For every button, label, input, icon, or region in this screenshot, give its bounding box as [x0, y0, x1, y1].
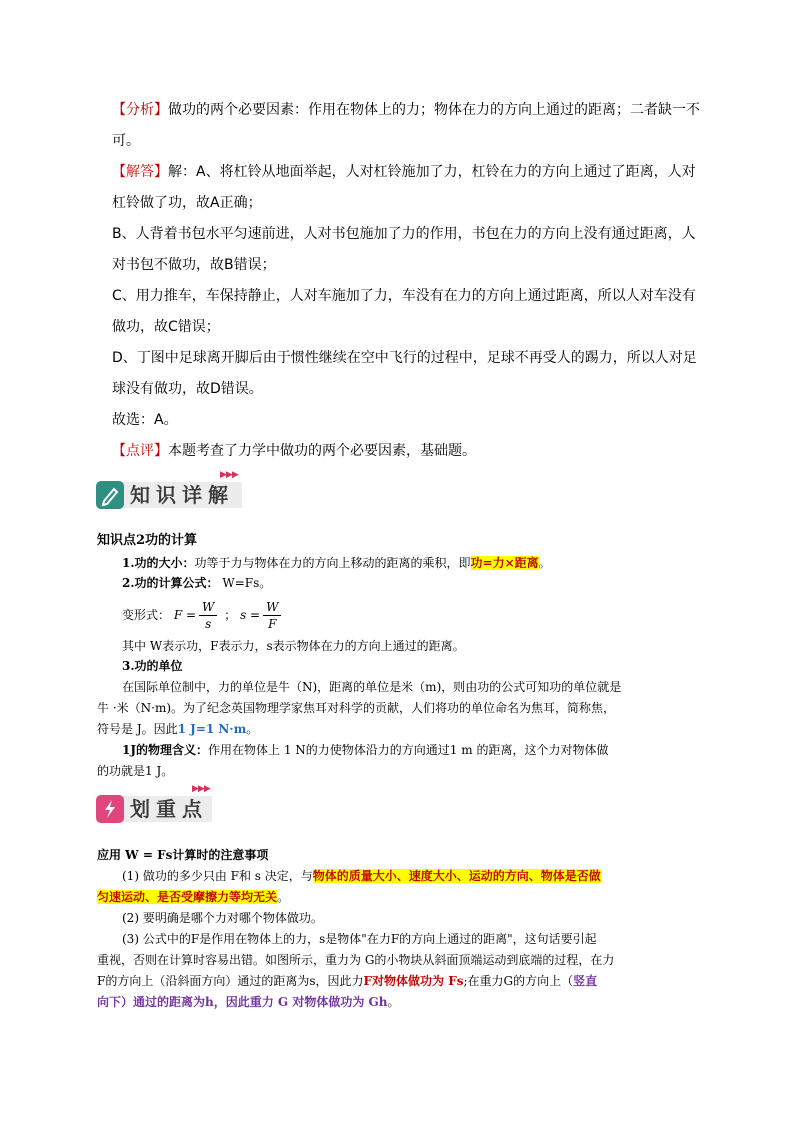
lightning-icon — [96, 795, 124, 823]
analysis-tag: 【分析】 — [112, 102, 168, 118]
unit-definition: 1 J=1 N·m — [177, 722, 247, 736]
knowledge-banner — [96, 470, 244, 516]
answer-line-1: 【解答】解：A、将杠铃从地面举起，人对杠铃施加了力，杠铃在力的方向上通过了距离，人对 — [112, 164, 696, 180]
comment-line: 【点评】本题考查了力学中做功的两个必要因素，基础题。 — [112, 443, 476, 459]
answer-tag: 【解答】 — [112, 164, 168, 180]
key-heading: 应用 W = Fs计算时的注意事项 — [97, 848, 269, 862]
knowledge-banner-title: 知识详解 — [130, 483, 234, 507]
knowledge-p3-line3: 符号是 J。因此1 J=1 N·m。 — [97, 722, 259, 736]
analysis-line-2: 可。 — [112, 133, 140, 149]
key-item-3-line3: F的方向上（沿斜面方向）通过的距离为s，因此力F对物体做功为 Fs;在重力G的方向上（竖直 — [97, 974, 598, 988]
answer-line-6: 做功，故C错误； — [112, 319, 220, 335]
fraction-w-over-f: $\frac{W}{F}$ — [263, 599, 281, 632]
answer-choice: 故选：A。 — [112, 412, 178, 428]
analysis-block — [112, 95, 702, 467]
key-item-3-line1: (3) 公式中的F是作用在物体上的力，s是物体"在力F的方向上通过的距离"，这句话要引起 — [122, 932, 597, 946]
answer-line-4: 对书包不做功，故B错误； — [112, 257, 276, 273]
key-banner-title: 划重点 — [130, 797, 208, 821]
knowledge-p4-line1: 1J的物理含义：作用在物体上 1 N的力使物体沿力的方向通过1 m 的距离，这个力对物体做 — [122, 743, 609, 757]
key-item-3-line4: 向下）通过的距离为h，因此重力 G 对物体做功为 Gh。 — [97, 995, 400, 1009]
variant-formulas: 变形式： F = $\frac{W}{s}$ ； s = $\frac{W}{F}$ — [122, 597, 284, 633]
arrows-icon: ▶▶▶ — [220, 470, 238, 480]
knowledge-p4-line2: 的功就是1 J。 — [97, 764, 174, 778]
highlight-irrelevant-factors: 物体的质量大小、速度大小、运动的方向、物体是否做 — [312, 869, 601, 883]
answer-line-3: B、人背着书包水平匀速前进，人对书包施加了力的作用，书包在力的方向上没有通过距离，人 — [112, 226, 696, 242]
arrows-icon: ▶▶▶ — [192, 784, 210, 794]
answer-line-2: 杠铃做了功，故A正确； — [112, 195, 262, 211]
force-work-fs: F对物体做功为 Fs — [363, 974, 464, 988]
knowledge-p3-label: 3.功的单位 — [122, 659, 183, 673]
key-item-1-line2: 匀速运动、是否受摩擦力等均无关。 — [97, 890, 290, 904]
gravity-work-gh: ）通过的距离为h，因此重力 G 对物体做功为 Gh — [121, 995, 388, 1009]
key-banner — [96, 784, 216, 830]
pencil-icon — [96, 481, 124, 509]
knowledge-p1: 1.功的大小：功等于力与物体在力的方向上移动的距离的乘积，即功=力×距离。 — [122, 556, 551, 570]
knowledge-p3-line2: 牛 ·米（N·m)。为了纪念英国物理学家焦耳对科学的贡献，人们将功的单位命名为焦耳，简称焦， — [97, 701, 616, 715]
comment-tag: 【点评】 — [112, 443, 168, 459]
answer-line-5: C、用力推车，车保持静止，人对车施加了力，车没有在力的方向上通过距离，所以人对车没有 — [112, 288, 696, 304]
knowledge-p3-line1: 在国际单位制中，力的单位是牛（N)，距离的单位是米（m)，则由功的公式可知功的单位就是 — [122, 680, 622, 694]
analysis-line-1: 【分析】做功的两个必要因素：作用在物体上的力；物体在力的方向上通过的距离；二者缺一不 — [112, 102, 700, 118]
key-item-1-line1: (1) 做功的多少只由 F和 s 决定，与物体的质量大小、速度大小、运动的方向、物体是否做 — [122, 869, 601, 883]
fraction-w-over-s: $\frac{W}{s}$ — [199, 599, 217, 632]
knowledge-heading: 知识点2功的计算 — [97, 533, 198, 548]
knowledge-p2: 2.功的计算公式： W=Fs。 — [122, 576, 272, 590]
answer-line-7: D、丁图中足球离开脚后由于惯性继续在空中飞行的过程中，足球不再受人的踢力，所以人对足 — [112, 350, 697, 366]
highlight-formula: 功=力×距离 — [470, 556, 539, 570]
key-item-2: (2) 要明确是哪个力对哪个物体做功。 — [122, 911, 323, 925]
knowledge-p2-explain: 其中 W表示功，F表示力，s表示物体在力的方向上通过的距离。 — [122, 639, 465, 653]
key-item-3-line2: 重视，否则在计算时容易出错。如图所示，重力为 G的小物块从斜面顶端运动到底端的过程，在力 — [97, 953, 615, 967]
answer-line-8: 球没有做功，故D错误。 — [112, 381, 263, 397]
